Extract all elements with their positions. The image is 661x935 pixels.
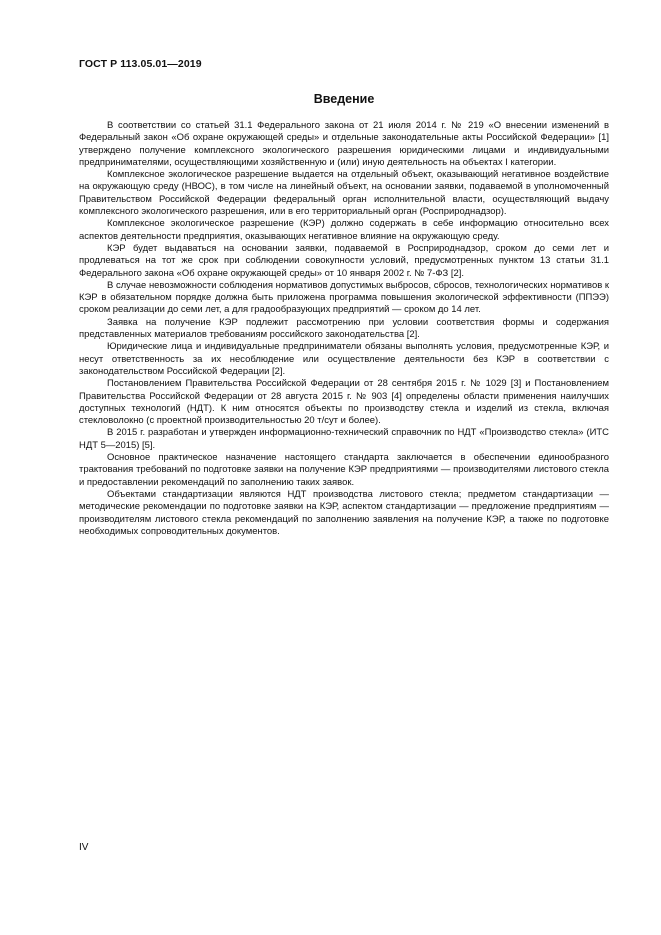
- paragraph: В 2015 г. разработан и утвержден информационно-технический справочник по НДТ «Производство стекла» (ИТС НДТ 5—2015) [5].: [79, 427, 609, 451]
- paragraph: В соответствии со статьей 31.1 Федерального закона от 21 июля 2014 г. № 219 «О внесении изменений в Федеральный закон «Об охране окружающей среды» и отдельные законодательные акты Российской Федерации» [1] утверждено получение комплексного экологического разрешения юридическими лицами и индивидуальными предпринимателями, осуществляющими хозяйственную и (или) иную деятельность на объектах I категории.: [79, 120, 609, 168]
- paragraph: В случае невозможности соблюдения нормативов допустимых выбросов, сбросов, технологических нормативов к КЭР в обязательном порядке должна быть приложена программа повышения экологической эффективности (ППЭЭ) сроком реализации до семи лет, а для градообразующих предприятий — сроком до 14 лет.: [79, 279, 609, 316]
- standard-code-header: ГОСТ Р 113.05.01—2019: [79, 58, 202, 70]
- page-number: IV: [79, 842, 89, 853]
- paragraph: Постановлением Правительства Российской Федерации от 28 сентября 2015 г. № 1029 [3] и Постановлением Правительства Российской Федерации от 28 августа 2015 г. № 903 [4] определены области применения наилучших доступных технологий (НДТ). К ним относятся объекты по производству стекла и изделий из стекла, включая стекловолокно (с проектной производительностью 20 т/сут и более).: [79, 378, 609, 427]
- paragraph: Основное практическое назначение настоящего стандарта заключается в обеспечении единообразного трактования требований по подготовке заявки на получение КЭР предприятиями — производителями листового стекла и предоставлении рекомендаций по заполнению таких заявок.: [79, 452, 609, 488]
- paragraph: Объектами стандартизации являются НДТ производства листового стекла; предметом стандартизации — методические рекомендации по подготовке заявки на КЭР, аспектом стандартизации — предложение предприятиям — производителям листового стекла рекомендаций по заполнению заявления на получение КЭР, а также по подготовке необходимых сопроводительных документов.: [79, 488, 609, 537]
- introduction-body: [79, 120, 609, 538]
- paragraph: Юридические лица и индивидуальные предприниматели обязаны выполнять условия, предусмотренные КЭР, и несут ответственность за их несоблюдение или осуществление деятельности без КЭР в соответствии с законодательством Российской Федерации [2].: [79, 341, 609, 377]
- paragraph: Комплексное экологическое разрешение (КЭР) должно содержать в себе информацию относительно всех аспектов деятельности предприятия, оказывающих негативное влияние на окружающую среду.: [79, 218, 609, 242]
- section-title: Введение: [313, 92, 375, 106]
- paragraph: Заявка на получение КЭР подлежит рассмотрению при условии соответствия формы и содержания представленных материалов требованиям российского законодательства [2].: [79, 316, 609, 341]
- paragraph: Комплексное экологическое разрешение выдается на отдельный объект, оказывающий негативное воздействие на окружающую среду (НВОС), в том числе на линейный объект, на основании заявки, подаваемой в уполномоченный Правительством Российской Федерации федеральный орган исполнительной власти, осуществляющий выдачу комплексного экологического разрешения, или в его территориальный орган (Росприроднадзор).: [79, 169, 609, 218]
- paragraph: КЭР будет выдаваться на основании заявки, подаваемой в Росприроднадзор, сроком до семи лет и продлеваться на тот же срок при соблюдении совокупности условий, предусмотренных пунктом 13 статьи 31.1 Федерального закона «Об охране окружающей среды» от 10 января 2002 г. № 7-ФЗ [2].: [79, 242, 609, 279]
